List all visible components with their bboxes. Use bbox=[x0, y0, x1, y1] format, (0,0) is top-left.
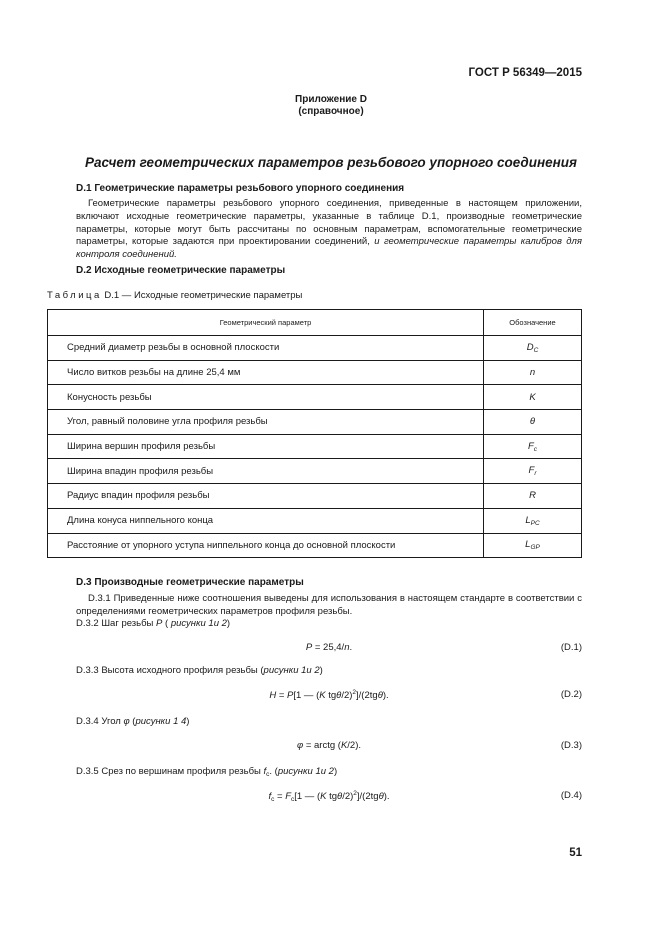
param-symbol-cell bbox=[484, 484, 582, 509]
table-row bbox=[48, 459, 582, 484]
paragraph-text: Геометрические параметры резьбового упорного соединения, приведенные в настоящем приложении, включают исходные геометрические параметры, указанные в таблице D.1, производные геометрические параметры, которые могут быть рассчитаны по основным параметрам, вспомогательные геометрические параметры, которые задаются при проектировании соединений, bbox=[76, 198, 582, 248]
intro-text: D.3.1 Приведенные ниже соотношения выведены для использования в настоящем стандарте в соответствии с определениями геометрических параметров профиля резьбы. bbox=[76, 593, 582, 617]
symbol-subscript: c bbox=[533, 445, 538, 453]
param-name-cell: Угол, равный половине угла профиля резьбы bbox=[48, 410, 484, 435]
paragraph-italic-text: и геометрические параметры калибров для контроля соединений. bbox=[76, 236, 582, 261]
item-ref: рисунки 1и 2 bbox=[263, 665, 320, 676]
param-name-cell: Конусность резьбы bbox=[48, 385, 484, 410]
section-d3-heading: D.3 Производные геометрические параметры bbox=[76, 577, 304, 588]
param-name-cell: Длина конуса ниппельного конца bbox=[48, 508, 484, 533]
param-symbol-cell bbox=[484, 336, 582, 361]
param-name-cell: Средний диаметр резьбы в основной плоскости bbox=[48, 336, 484, 361]
symbol-subscript: GP bbox=[530, 544, 540, 552]
document-code: ГОСТ Р 56349—2015 bbox=[468, 67, 582, 79]
formula-d1: P = 25,4/n. bbox=[305, 642, 353, 653]
item-ref: рисунки 1 4 bbox=[135, 716, 187, 727]
section-d1-heading: D.1 Геометрические параметры резьбового упорного соединения bbox=[76, 183, 405, 194]
table-row bbox=[48, 336, 582, 361]
table-caption bbox=[47, 290, 302, 301]
item-d32 bbox=[76, 618, 582, 658]
symbol-letter: F bbox=[527, 440, 534, 452]
table-row bbox=[48, 360, 582, 385]
item-text: D.3.2 Шаг резьбы P ( рисунки 1и 2) bbox=[76, 618, 231, 629]
param-symbol-cell bbox=[484, 360, 582, 385]
symbol-subscript: r bbox=[534, 470, 537, 478]
item-text: D.3.3 Высота исходного профиля резьбы (рисунки 1и 2) bbox=[76, 665, 323, 676]
table-row bbox=[48, 533, 582, 558]
symbol-subscript: C bbox=[533, 346, 539, 354]
formula-d3: φ = arctg (K/2). bbox=[296, 740, 362, 751]
symbol-letter: L bbox=[525, 514, 531, 526]
param-symbol-cell bbox=[484, 385, 582, 410]
column-header-param: Геометрический параметр bbox=[48, 310, 484, 336]
table-body bbox=[48, 336, 582, 558]
section-d2-heading: D.2 Исходные геометрические параметры bbox=[76, 265, 286, 276]
symbol-letter: R bbox=[529, 490, 536, 502]
symbol-letter: n bbox=[529, 367, 536, 379]
table-caption-prefix: Таблица bbox=[47, 290, 102, 301]
equation-number: (D.4) bbox=[560, 790, 582, 801]
table-row bbox=[48, 484, 582, 509]
column-header-symbol: Обозначение bbox=[484, 310, 582, 336]
equation-number: (D.1) bbox=[560, 642, 582, 653]
item-text: D.3.4 Угол φ (рисунки 1 4) bbox=[76, 716, 190, 727]
symbol-subscript: PC bbox=[530, 519, 540, 527]
appendix-subtitle: (справочное) bbox=[298, 106, 364, 117]
item-d35 bbox=[76, 766, 582, 806]
param-name-cell: Ширина впадин профиля резьбы bbox=[48, 459, 484, 484]
symbol-letter: θ bbox=[529, 416, 536, 428]
main-title: Расчет геометрических параметров резьбового упорного соединения bbox=[85, 155, 577, 170]
item-ref: рисунки 1и 2 bbox=[277, 766, 334, 777]
item-ref: рисунки 1и 2 bbox=[170, 618, 227, 629]
param-name-cell: Число витков резьбы на длине 25,4 мм bbox=[48, 360, 484, 385]
param-symbol-cell bbox=[484, 459, 582, 484]
item-text: D.3.5 Срез по вершинам профиля резьбы $f_c$. (рисунки 1и 2) bbox=[76, 766, 338, 778]
table-row bbox=[48, 508, 582, 533]
table-row bbox=[48, 385, 582, 410]
item-d34 bbox=[76, 716, 582, 756]
table-row bbox=[48, 410, 582, 435]
param-name-cell: Ширина вершин профиля резьбы bbox=[48, 434, 484, 459]
param-symbol-cell bbox=[484, 533, 582, 558]
appendix-title: Приложение D bbox=[295, 94, 367, 105]
item-d33 bbox=[76, 665, 582, 705]
symbol-letter: L bbox=[525, 539, 531, 551]
symbol-letter: F bbox=[528, 465, 535, 477]
formula-d4: $f_c = F_c[1$ — (K tgθ/2)$^2$]/(2tgθ). bbox=[268, 790, 390, 803]
table-caption-text: D.1 — Исходные геометрические параметры bbox=[101, 290, 303, 301]
section-d1-paragraph bbox=[76, 198, 582, 262]
equation-number: (D.3) bbox=[560, 740, 582, 751]
equation-number: (D.2) bbox=[560, 689, 582, 700]
parameters-table bbox=[47, 309, 582, 558]
param-symbol-cell bbox=[484, 410, 582, 435]
table-header-row bbox=[48, 310, 582, 336]
table-row bbox=[48, 434, 582, 459]
param-name-cell: Расстояние от упорного уступа ниппельного конца до основной плоскости bbox=[48, 533, 484, 558]
param-symbol-cell bbox=[484, 508, 582, 533]
formula-d2: H = P[1 — (K tgθ/2)$^2$]/(2tgθ). bbox=[269, 689, 389, 701]
page-number: 51 bbox=[569, 847, 582, 859]
section-d3-intro bbox=[76, 593, 582, 619]
symbol-letter: K bbox=[529, 391, 536, 403]
param-name-cell: Радиус впадин профиля резьбы bbox=[48, 484, 484, 509]
param-symbol-cell bbox=[484, 434, 582, 459]
symbol-letter: D bbox=[526, 341, 534, 353]
